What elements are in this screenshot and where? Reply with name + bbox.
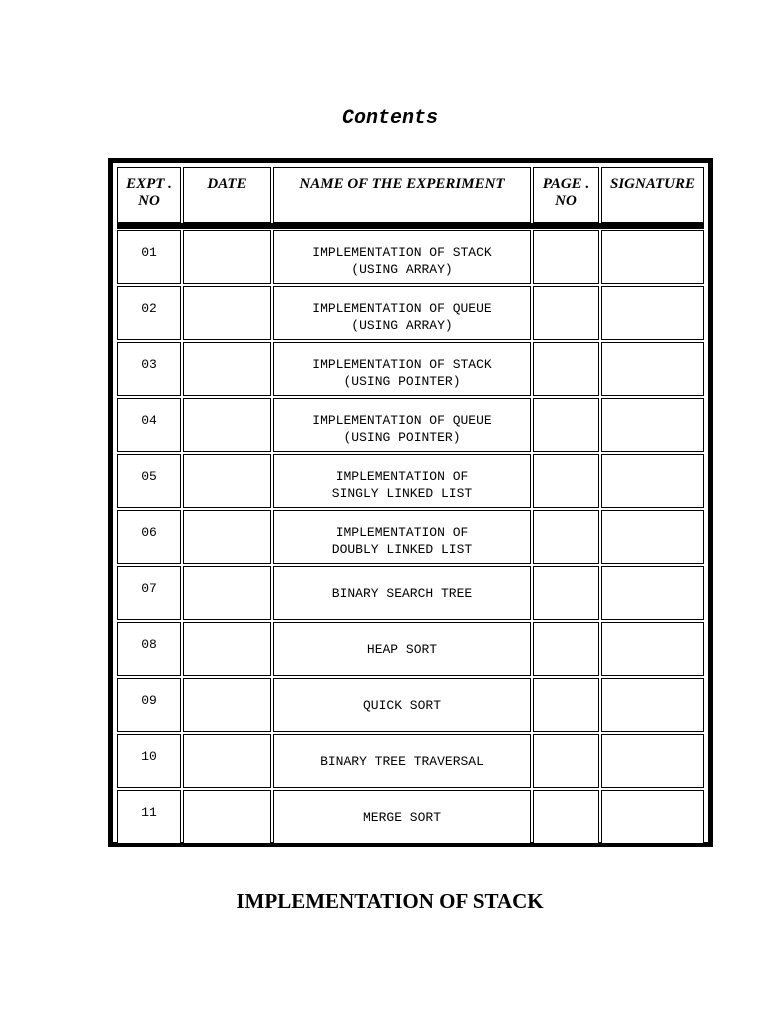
row-signature: [601, 342, 704, 396]
row-signature: [601, 454, 704, 508]
row-signature: [601, 286, 704, 340]
row-page-no: [533, 342, 599, 396]
experiment-name-line2: (USING POINTER): [343, 374, 461, 389]
row-signature: [601, 622, 704, 676]
row-page-no: [533, 678, 599, 732]
row-signature: [601, 566, 704, 620]
row-page-no: [533, 622, 599, 676]
contents-table: [117, 167, 704, 845]
row-date: [183, 734, 271, 788]
experiment-name-line1: IMPLEMENTATION OF QUEUE: [312, 301, 492, 316]
row-page-no: [533, 398, 599, 452]
table-row: [117, 789, 704, 845]
row-experiment-name: [273, 286, 531, 340]
row-date: [183, 622, 271, 676]
row-signature: [601, 790, 704, 844]
table-row: [117, 341, 704, 397]
experiment-name-line2: (USING POINTER): [343, 430, 461, 445]
row-expt-no: 07: [117, 566, 181, 620]
row-date: [183, 454, 271, 508]
row-signature: [601, 510, 704, 564]
row-page-no: [533, 230, 599, 284]
table-row: [117, 733, 704, 789]
row-expt-no: 10: [117, 734, 181, 788]
table-row: [117, 453, 704, 509]
header-row: [117, 167, 704, 223]
row-experiment-name: [273, 342, 531, 396]
row-experiment-name: [273, 510, 531, 564]
experiment-name-line1: HEAP SORT: [366, 641, 438, 657]
row-expt-no: 02: [117, 286, 181, 340]
row-date: [183, 678, 271, 732]
header-expt-no: EXPT . NO: [117, 167, 181, 223]
row-date: [183, 398, 271, 452]
table-row: [117, 509, 704, 565]
row-page-no: [533, 510, 599, 564]
row-experiment-name: [273, 398, 531, 452]
header-signature: SIGNATURE: [601, 167, 704, 223]
row-expt-no: 01: [117, 230, 181, 284]
experiment-name-line1: BINARY TREE TRAVERSAL: [320, 753, 484, 769]
row-date: [183, 790, 271, 844]
header-date: DATE: [183, 167, 271, 223]
row-date: [183, 342, 271, 396]
experiment-name-line1: IMPLEMENTATION OF STACK: [312, 357, 492, 372]
experiment-name-line2: DOUBLY LINKED LIST: [331, 542, 473, 557]
experiment-name-line1: IMPLEMENTATION OF STACK: [312, 245, 492, 260]
experiment-name-line2: SINGLY LINKED LIST: [331, 486, 473, 501]
row-expt-no: 09: [117, 678, 181, 732]
row-experiment-name: [273, 454, 531, 508]
row-experiment-name: [273, 566, 531, 620]
section-title: IMPLEMENTATION OF STACK: [236, 889, 544, 913]
table-row: [117, 397, 704, 453]
contents-table-frame: [108, 158, 713, 847]
table-row: [117, 229, 704, 285]
table-row: [117, 677, 704, 733]
row-date: [183, 510, 271, 564]
row-signature: [601, 230, 704, 284]
row-experiment-name: [273, 790, 531, 844]
experiment-name-line1: BINARY SEARCH TREE: [331, 585, 473, 601]
experiment-name-line1: IMPLEMENTATION OF: [335, 469, 469, 484]
experiment-name-line2: (USING ARRAY): [351, 318, 453, 333]
row-date: [183, 566, 271, 620]
row-page-no: [533, 454, 599, 508]
row-expt-no: 04: [117, 398, 181, 452]
row-signature: [601, 398, 704, 452]
row-experiment-name: [273, 230, 531, 284]
header-page-no: PAGE . NO: [533, 167, 599, 223]
row-page-no: [533, 734, 599, 788]
row-signature: [601, 734, 704, 788]
table-row: [117, 621, 704, 677]
row-expt-no: 08: [117, 622, 181, 676]
experiment-name-line1: IMPLEMENTATION OF QUEUE: [312, 413, 492, 428]
header-experiment-name: NAME OF THE EXPERIMENT: [273, 167, 531, 223]
row-date: [183, 230, 271, 284]
table-row: [117, 565, 704, 621]
row-expt-no: 03: [117, 342, 181, 396]
table-row: [117, 285, 704, 341]
row-date: [183, 286, 271, 340]
row-experiment-name: [273, 678, 531, 732]
row-page-no: [533, 790, 599, 844]
contents-title: Contents: [341, 107, 438, 130]
experiment-name-line1: MERGE SORT: [362, 809, 441, 825]
row-expt-no: 11: [117, 790, 181, 844]
row-expt-no: 06: [117, 510, 181, 564]
experiment-name-line1: QUICK SORT: [362, 697, 441, 713]
row-experiment-name: [273, 734, 531, 788]
row-page-no: [533, 566, 599, 620]
row-experiment-name: [273, 622, 531, 676]
experiment-name-line1: IMPLEMENTATION OF: [335, 525, 469, 540]
row-expt-no: 05: [117, 454, 181, 508]
row-page-no: [533, 286, 599, 340]
experiment-name-line2: (USING ARRAY): [351, 262, 453, 277]
row-signature: [601, 678, 704, 732]
